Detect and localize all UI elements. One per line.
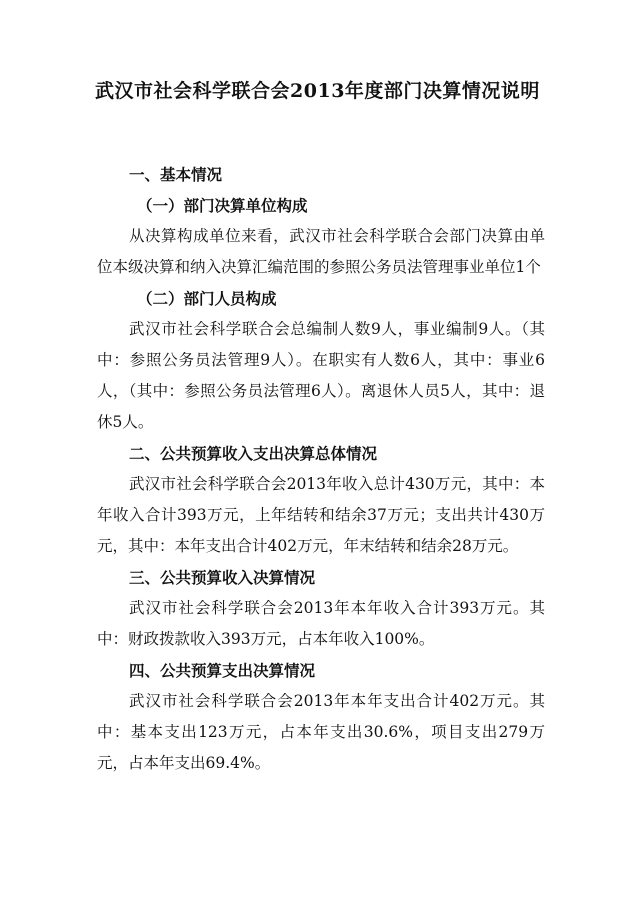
section-4-text: 武汉市社会科学联合会2013年本年支出合计402万元。其中：基本支出123万元，占本年支出30.6%，项目支出279万元，占本年支出69.4%。 <box>97 692 545 772</box>
section-3-text: 武汉市社会科学联合会2013年本年收入合计393万元。其中：财政拨款收入393万元，占本年收入100%。 <box>97 599 545 648</box>
section-1-2-text: 武汉市社会科学联合会总编制人数9人，事业编制9人。（其中：参照公务员法管理9人）。在职实有人数6人，其中：事业6人，（其中：参照公务员法管理6人）。离退休人员5人，其中：退休5人。 <box>97 320 545 431</box>
section-1-1-heading: （一）部门决算单位构成 <box>137 196 308 215</box>
section-2-text: 武汉市社会科学联合会2013年收入总计430万元，其中：本年收入合计393万元，上年结转和结余37万元；支出共计430万元，其中：本年支出合计402万元，年末结转和结余28万元。 <box>97 475 545 555</box>
section-2-heading: 二、公共预算收入支出决算总体情况 <box>129 444 378 463</box>
document-body <box>97 159 545 779</box>
section-1-heading: 一、基本情况 <box>129 165 223 184</box>
section-1-2-heading: （二）部门人员构成 <box>137 289 277 308</box>
section-4-heading: 四、公共预算支出决算情况 <box>129 661 316 680</box>
section-1-1-text: 从决算构成单位来看，武汉市社会科学联合会部门决算由单位本级决算和纳入决算汇编范围的参照公务员法管理事业单位1个 <box>97 227 545 276</box>
document-title: 武汉市社会科学联合会2013年度部门决算情况说明 <box>95 80 540 102</box>
section-3-heading: 三、公共预算收入决算情况 <box>129 568 316 587</box>
